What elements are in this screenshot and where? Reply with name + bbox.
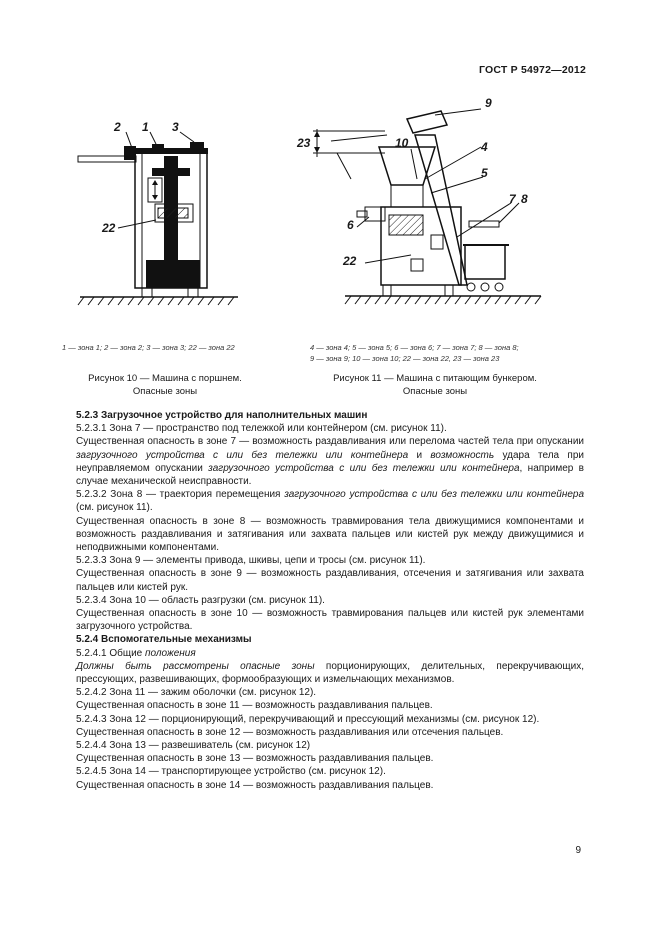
fig10-label-1: 1 [142,120,149,134]
paragraph: Существенная опасность в зоне 7 — возможность раздавливания или перелома частей тела при опускании загрузочного устройства с или без тележки или контейнера и возможность удара тела при неуправляемом опускании загрузочного устройства с или без тележки или контейнера, например в случае механической неисправности. [76,436,584,488]
fig11-label-22: 22 [343,254,357,268]
figure-10-caption [70,372,260,398]
figure-11-legend [310,342,570,364]
fig11-label-5: 5 [481,166,488,180]
paragraph: Должны быть рассмотрены опасные зоны порционирующих, делительных, перекручивающих, прессующих, развешивающих, формообразующих и измельчающих механизмов. [76,660,585,686]
figure-10-legend: 1 — зона 1; 2 — зона 2; 3 — зона 3; 22 — зона 22 [62,343,235,352]
paragraph: Существенная опасность в зоне 9 — возможность раздавливания, отсечения и затягивания или захвата пальцев или кистей рук. [76,568,584,593]
heading-5-2-3: 5.2.3 Загрузочное устройство для наполнительных машин [76,410,368,421]
paragraph: 5.2.3.4 Зона 10 — область разгрузки (см. рисунок 11). [76,594,325,606]
fig11-label-10: 10 [395,136,409,150]
fig10-label-3: 3 [172,120,179,134]
figure-11-caption [310,372,560,398]
fig11-label-8: 8 [521,192,528,206]
body-text [76,409,584,792]
heading-5-2-4: 5.2.4 Вспомогательные механизмы [76,634,252,646]
paragraph: 5.2.4.4 Зона 13 — развешиватель (см. рисунок 12) [76,740,311,752]
figure-10-caption-line2: Опасные зоны [132,386,198,397]
paragraph: Существенная опасность в зоне 13 — возможность раздавливания пальцев. [76,753,434,765]
fig10-label-2: 2 [114,120,121,134]
paragraph: 5.2.4.5 Зона 14 — транспортирующее устройство (см. рисунок 12). [76,766,386,778]
paragraph: Существенная опасность в зоне 8 — возможность травмирования тела движущимися компонентами и возможность раздавливания и затягивания или захвата пальцев или кистей рук между движущимися и неподвижными компонентами. [76,515,584,554]
figure-10-drawing [60,112,250,317]
figure-10-caption-line1: Рисунок 10 — Машина с поршнем. [88,373,242,384]
figure-11-drawing [295,95,565,317]
fig11-label-4: 4 [481,140,488,154]
paragraph: Существенная опасность в зоне 11 — возможность раздавливания пальцев. [76,700,433,712]
fig11-label-7: 7 [509,192,516,206]
fig11-label-6: 6 [347,218,354,232]
paragraph: Существенная опасность в зоне 14 — возможность раздавливания пальцев. [76,779,434,791]
paragraph: Существенная опасность в зоне 10 — возможность травмирования пальцев или кистей рук элементами загрузочного устройства. [76,608,584,633]
paragraph: 5.2.3.3 Зона 9 — элементы привода, шкивы, цепи и тросы (см. рисунок 11). [76,555,426,567]
figure-11-legend-line2: 9 — зона 9; 10 — зона 10; 22 — зона 22, 23 — зона 23 [310,354,500,363]
page-number: 9 [575,845,581,856]
fig10-label-22: 22 [102,221,116,235]
paragraph: 5.2.3.2 Зона 8 — траектория перемещения загрузочного устройства с или без тележки или контейнера (см. рисунок 11). [76,489,585,514]
paragraph: 5.2.4.3 Зона 12 — порционирующий, перекручивающий и прессующий механизмы (см. рисунок 12). [76,713,540,725]
paragraph: 5.2.4.2 Зона 11 — зажим оболочки (см. рисунок 12). [76,687,317,699]
figure-11-legend-line1: 4 — зона 4; 5 — зона 5; 6 — зона 6; 7 — зона 7; 8 — зона 8; [310,343,519,352]
paragraph: 5.2.4.1 Общие положения [76,647,196,659]
standard-code: ГОСТ Р 54972—2012 [478,64,586,76]
paragraph: Существенная опасность в зоне 12 — возможность раздавливания или отсечения пальцев. [76,726,504,738]
fig11-label-9: 9 [485,96,492,110]
fig11-label-23: 23 [297,136,311,150]
figure-11-caption-line2: Опасные зоны [402,386,468,397]
paragraph: 5.2.3.1 Зона 7 — пространство под тележкой или контейнером (см. рисунок 11). [76,423,447,435]
figure-11-caption-line1: Рисунок 11 — Машина с питающим бункером. [333,373,537,384]
